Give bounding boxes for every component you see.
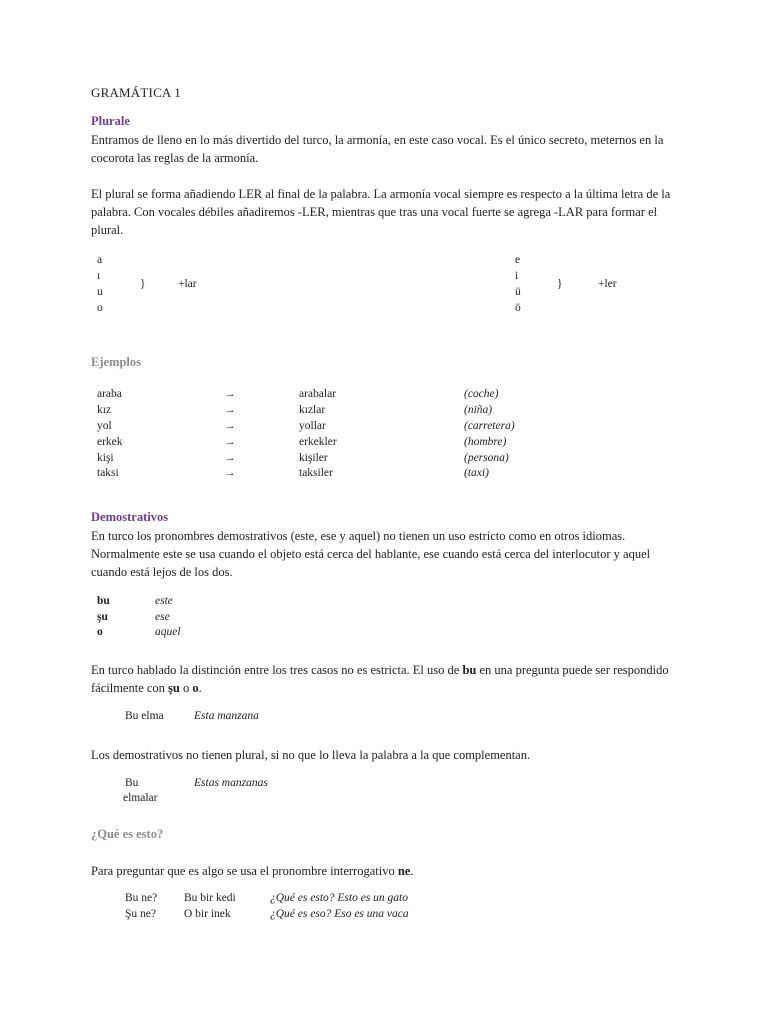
example-meaning: (niña): [464, 404, 493, 416]
demostrativos-heading: Demostrativos: [91, 510, 169, 524]
arrow-icon: →: [224, 452, 236, 464]
suffix-lar: +lar: [178, 278, 197, 290]
example-meaning: (taxi): [464, 467, 489, 479]
example-word: kişi: [97, 452, 114, 464]
plurale-paragraph-1: Entramos de lleno en lo más divertido del turco, la armonía, en este caso vocal. Es el único secreto, meternos en la cocorota las reglas de la armonía.: [91, 133, 664, 165]
arrow-icon: →: [224, 436, 236, 448]
vowel-strong-2: ı: [97, 270, 101, 282]
translation-spanish: ¿Qué es esto? Esto es un gato: [270, 892, 408, 904]
example-word: taksi: [97, 467, 119, 479]
answer-turkish: O bir inek: [184, 908, 231, 920]
vowel-strong-1: a: [97, 254, 103, 266]
page-title: GRAMÁTICA 1: [91, 85, 181, 100]
example-word: araba: [97, 388, 122, 400]
example-meaning: (carretera): [464, 420, 515, 432]
pronoun-tr: bu: [97, 595, 110, 607]
plurale-paragraph-2: El plural se forma añadiendo LER al final de la palabra. La armonía vocal siempre es respecto a la última letra de la palabra. Con vocales débiles añadiremos -LER, mientras que tras una vocal fuerte se agrega -LAR para formar el plural.: [91, 187, 671, 237]
brace-strong: }: [140, 278, 146, 290]
example-plural: arabalar: [299, 388, 337, 400]
pronoun-tr: o: [97, 626, 103, 638]
vowel-strong-3: u: [97, 286, 103, 298]
example-meaning: (coche): [464, 388, 499, 400]
plurale-heading: Plurale: [91, 114, 130, 128]
demostrativos-paragraph-1: En turco los pronombres demostrativos (este, ese y aquel) no tienen un uso estricto como en otros idiomas. Normalmente este se usa cuando el objeto está cerca del hablante, ese cuando está cerca del interlocutor y aquel cuando está lejos de los dos.: [91, 529, 651, 579]
ejemplos-heading: Ejemplos: [91, 355, 141, 369]
example-spanish: Estas manzanas: [194, 777, 268, 789]
arrow-icon: →: [224, 467, 236, 479]
example-plural: kızlar: [299, 404, 326, 416]
arrow-icon: →: [224, 420, 236, 432]
example-word: erkek: [97, 436, 123, 448]
example-word: kız: [97, 404, 112, 416]
example-word: yol: [97, 420, 112, 432]
question-turkish: Bu ne?: [125, 892, 158, 904]
arrow-icon: →: [224, 404, 236, 416]
vowel-strong-4: o: [97, 302, 103, 314]
vowel-weak-4: ö: [515, 302, 521, 314]
example-turkish: Bu elma: [125, 710, 164, 722]
example-plural: yollar: [299, 420, 326, 432]
example-plural: erkekler: [299, 436, 337, 448]
brace-weak: }: [557, 278, 563, 290]
arrow-icon: →: [224, 388, 236, 400]
pronoun-tr: şu: [97, 611, 108, 623]
que-es-heading: ¿Qué es esto?: [91, 827, 164, 841]
que-es-paragraph: Para preguntar que es algo se usa el pronombre interrogativo ne.: [91, 864, 414, 878]
translation-spanish: ¿Qué es eso? Eso es una vaca: [270, 908, 409, 920]
example-meaning: (persona): [464, 452, 509, 464]
example-meaning: (hombre): [464, 436, 507, 448]
vowel-weak-2: i: [515, 270, 519, 282]
demostrativos-paragraph-3: Los demostrativos no tienen plural, si no que lo lleva la palabra a la que complementan.: [91, 748, 531, 762]
example-spanish: Esta manzana: [194, 710, 259, 722]
example-turkish: Bu: [125, 777, 139, 789]
vowel-weak-3: ü: [515, 286, 521, 298]
example-plural: taksiler: [299, 467, 333, 479]
pronoun-es: aquel: [155, 626, 181, 638]
question-turkish: Şu ne?: [125, 908, 156, 920]
pronoun-es: ese: [155, 611, 170, 623]
example-plural: kişiler: [299, 452, 328, 464]
suffix-ler: +ler: [598, 278, 617, 290]
answer-turkish: Bu bir kedi: [184, 892, 236, 904]
example-turkish: elmalar: [123, 792, 158, 804]
pronoun-es: este: [155, 595, 173, 607]
vowel-weak-1: e: [515, 254, 521, 266]
demostrativos-paragraph-2: En turco hablado la distinción entre los tres casos no es estricta. El uso de bu en una pregunta puede ser respondido fácilmente con şu o o.: [91, 663, 669, 695]
